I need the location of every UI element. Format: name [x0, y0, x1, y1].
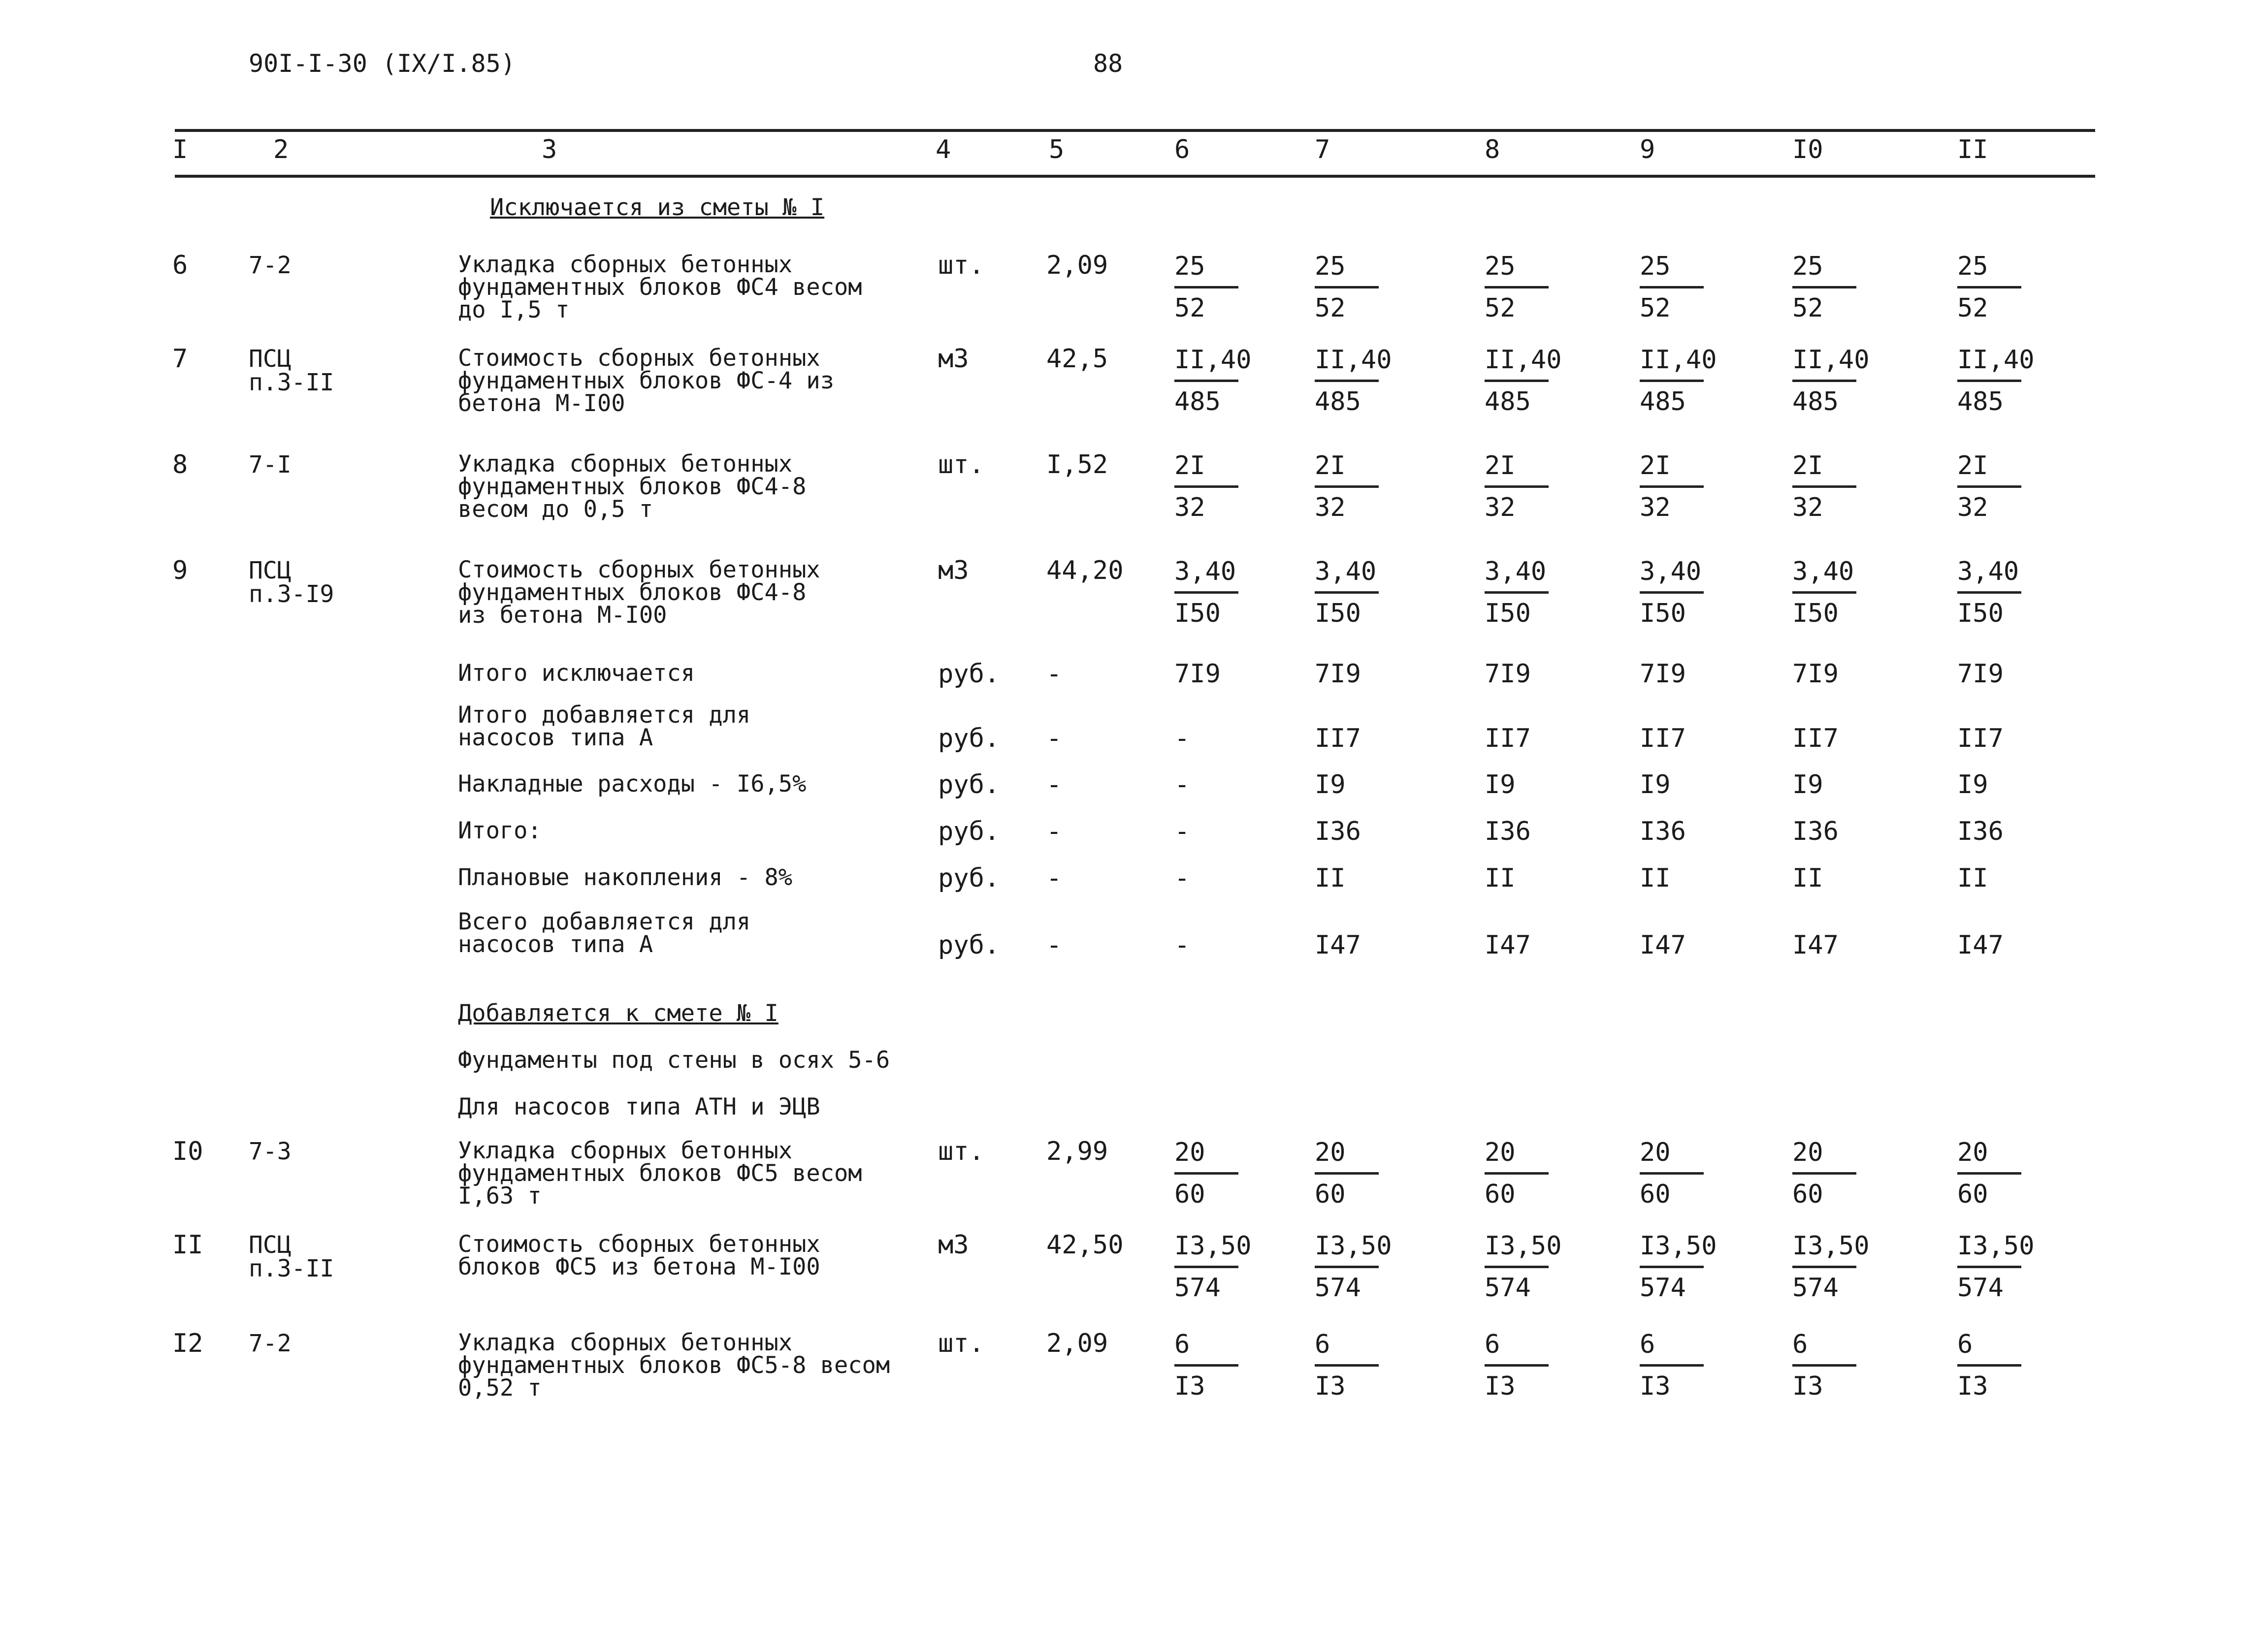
- row-number: II: [172, 1230, 203, 1260]
- fraction-numerator: II,40: [1174, 347, 1238, 382]
- fraction-numerator: 20: [1957, 1140, 2021, 1175]
- value-fraction: [1640, 254, 1704, 321]
- row-number: 6: [172, 251, 188, 280]
- fraction-numerator: 20: [1315, 1140, 1379, 1175]
- summary-value: II7: [1315, 724, 1361, 753]
- table-header-rule: [175, 175, 2095, 178]
- summary-label: Итого:: [458, 817, 542, 844]
- fraction-denominator: 32: [1315, 493, 1346, 522]
- value-fraction: [1640, 453, 1704, 520]
- fraction-denominator: 485: [1485, 387, 1531, 416]
- summary-value: I9: [1792, 770, 1823, 799]
- summary-value: -: [1174, 770, 1190, 799]
- section-added-title: Добавляется к смете № I: [458, 1000, 778, 1027]
- value-fraction: [1174, 254, 1238, 321]
- fraction-numerator: 2I: [1485, 453, 1549, 488]
- fraction-denominator: 485: [1957, 387, 2004, 416]
- fraction-numerator: 20: [1174, 1140, 1238, 1175]
- summary-value: II7: [1792, 724, 1839, 753]
- summary-value: I9: [1315, 770, 1346, 799]
- value-fraction: [1957, 254, 2021, 321]
- row-unit: м3: [938, 1230, 969, 1260]
- summary-unit: руб.: [938, 659, 1000, 689]
- summary-value: I47: [1315, 930, 1361, 960]
- summary-value: I47: [1640, 930, 1686, 960]
- fraction-denominator: 52: [1315, 293, 1346, 323]
- row-code: 7-2: [249, 1330, 292, 1357]
- row-quantity: 2,99: [1046, 1137, 1108, 1166]
- fraction-denominator: 32: [1957, 493, 1988, 522]
- table-top-rule: [175, 129, 2095, 132]
- column-header: 8: [1485, 135, 1500, 164]
- fraction-denominator: 485: [1174, 387, 1221, 416]
- fraction-numerator: 25: [1792, 254, 1856, 288]
- value-fraction: [1485, 345, 1562, 416]
- fraction-numerator: I3,50: [1315, 1233, 1379, 1268]
- fraction-denominator: I3: [1174, 1372, 1205, 1401]
- fraction-denominator: 60: [1315, 1180, 1346, 1209]
- summary-dash: -: [1046, 863, 1062, 893]
- value-fraction: [1315, 1140, 1379, 1207]
- summary-value: I47: [1485, 930, 1531, 960]
- column-header: II: [1957, 135, 1988, 164]
- value-fraction: [1174, 559, 1238, 626]
- fraction-numerator: 6: [1174, 1332, 1238, 1367]
- row-quantity: 42,5: [1046, 344, 1108, 374]
- summary-unit: руб.: [938, 770, 1000, 799]
- fraction-numerator: 2I: [1957, 453, 2021, 488]
- fraction-numerator: I3,50: [1640, 1233, 1704, 1268]
- row-code: ПСЦ п.3-I9: [249, 557, 334, 608]
- fraction-denominator: 60: [1485, 1180, 1516, 1209]
- fraction-numerator: 25: [1640, 254, 1704, 288]
- summary-label: Итого добавляется для насосов типа А: [458, 702, 751, 751]
- fraction-denominator: 485: [1315, 387, 1361, 416]
- fraction-numerator: I3,50: [1792, 1233, 1856, 1268]
- fraction-numerator: 6: [1315, 1332, 1379, 1367]
- value-fraction: [1792, 559, 1856, 626]
- fraction-numerator: I3,50: [1957, 1233, 2021, 1268]
- fraction-numerator: 2I: [1792, 453, 1856, 488]
- fraction-numerator: 2I: [1315, 453, 1379, 488]
- row-unit: м3: [938, 556, 969, 585]
- row-code: ПСЦ п.3-II: [249, 1231, 334, 1282]
- value-fraction: [1792, 345, 1870, 416]
- column-header: 4: [936, 135, 951, 164]
- fraction-numerator: 25: [1174, 254, 1238, 288]
- fraction-denominator: 60: [1957, 1180, 1988, 1209]
- row-unit: шт.: [938, 1137, 984, 1166]
- fraction-denominator: I3: [1957, 1372, 1988, 1401]
- fraction-denominator: 574: [1792, 1273, 1839, 1303]
- row-code: ПСЦ п.3-II: [249, 345, 334, 396]
- value-fraction: [1957, 1231, 2035, 1303]
- fraction-denominator: 485: [1640, 387, 1686, 416]
- value-fraction: [1174, 1332, 1238, 1399]
- summary-label: Плановые накопления - 8%: [458, 864, 793, 891]
- summary-dash: -: [1046, 659, 1062, 689]
- fraction-numerator: 20: [1485, 1140, 1549, 1175]
- value-fraction: [1640, 559, 1704, 626]
- fraction-numerator: 3,40: [1174, 559, 1238, 594]
- fraction-numerator: 6: [1485, 1332, 1549, 1367]
- row-quantity: 44,20: [1046, 556, 1124, 585]
- fraction-denominator: 574: [1485, 1273, 1531, 1303]
- column-header: I0: [1792, 135, 1823, 164]
- row-unit: шт.: [938, 450, 984, 479]
- value-fraction: [1640, 1140, 1704, 1207]
- value-fraction: [1174, 345, 1252, 416]
- fraction-numerator: 3,40: [1315, 559, 1379, 594]
- fraction-denominator: 52: [1792, 293, 1823, 323]
- row-description: Стоимость сборных бетонных блоков ФС5 из бетона М-I00: [458, 1231, 820, 1280]
- fraction-denominator: I3: [1485, 1372, 1516, 1401]
- section-excluded-title: Исключается из сметы № I: [490, 194, 825, 221]
- column-header: 5: [1049, 135, 1065, 164]
- doc-code: 90I-I-30 (IX/I.85): [249, 49, 516, 78]
- value-fraction: [1315, 1231, 1392, 1303]
- fraction-denominator: I50: [1640, 599, 1686, 628]
- summary-value: -: [1174, 930, 1190, 960]
- subsection-title: Фундаменты под стены в осях 5-6: [458, 1047, 890, 1074]
- row-quantity: I,52: [1046, 450, 1108, 479]
- column-header: 6: [1174, 135, 1190, 164]
- row-description: Стоимость сборных бетонных фундаментных блоков ФС-4 из бетона М-I00: [458, 345, 835, 417]
- summary-value: II: [1957, 863, 1988, 893]
- value-fraction: [1640, 1332, 1704, 1399]
- summary-value: -: [1174, 724, 1190, 753]
- row-description: Укладка сборных бетонных фундаментных блоков ФС5 весом I,63 т: [458, 1137, 862, 1210]
- fraction-denominator: 52: [1485, 293, 1516, 323]
- value-fraction: [1792, 1332, 1856, 1399]
- summary-value: I36: [1792, 817, 1839, 846]
- summary-value: 7I9: [1640, 659, 1686, 689]
- summary-label: Итого исключается: [458, 660, 695, 687]
- value-fraction: [1485, 1231, 1562, 1303]
- fraction-denominator: I3: [1640, 1372, 1671, 1401]
- fraction-numerator: 3,40: [1485, 559, 1549, 594]
- fraction-numerator: 25: [1957, 254, 2021, 288]
- summary-value: 7I9: [1174, 659, 1221, 689]
- row-number: I0: [172, 1137, 203, 1166]
- column-header: 2: [273, 135, 289, 164]
- fraction-denominator: 60: [1792, 1180, 1823, 1209]
- value-fraction: [1315, 345, 1392, 416]
- fraction-denominator: 574: [1640, 1273, 1686, 1303]
- row-code: 7-3: [249, 1138, 292, 1165]
- fraction-numerator: 2I: [1174, 453, 1238, 488]
- fraction-numerator: I3,50: [1485, 1233, 1549, 1268]
- summary-value: II: [1792, 863, 1823, 893]
- row-code: 7-I: [249, 451, 292, 479]
- fraction-denominator: I50: [1957, 599, 2004, 628]
- value-fraction: [1792, 1140, 1856, 1207]
- fraction-denominator: 32: [1792, 493, 1823, 522]
- summary-value: 7I9: [1315, 659, 1361, 689]
- summary-unit: руб.: [938, 724, 1000, 753]
- fraction-numerator: II,40: [1640, 347, 1704, 382]
- summary-value: -: [1174, 863, 1190, 893]
- fraction-denominator: 52: [1174, 293, 1205, 323]
- summary-value: I36: [1957, 817, 2004, 846]
- summary-dash: -: [1046, 770, 1062, 799]
- value-fraction: [1957, 453, 2021, 520]
- row-number: 8: [172, 450, 188, 479]
- page-number: 88: [1093, 49, 1123, 78]
- fraction-numerator: 6: [1957, 1332, 2021, 1367]
- value-fraction: [1315, 559, 1379, 626]
- summary-value: 7I9: [1792, 659, 1839, 689]
- fraction-numerator: 25: [1485, 254, 1549, 288]
- column-header: 7: [1315, 135, 1330, 164]
- subsection-title: Для насосов типа АТН и ЭЦВ: [458, 1093, 820, 1120]
- summary-value: 7I9: [1485, 659, 1531, 689]
- fraction-denominator: 32: [1174, 493, 1205, 522]
- row-unit: шт.: [938, 1329, 984, 1358]
- fraction-numerator: I3,50: [1174, 1233, 1238, 1268]
- fraction-denominator: 52: [1957, 293, 1988, 323]
- row-description: Укладка сборных бетонных фундаментных блоков ФС4-8 весом до 0,5 т: [458, 450, 807, 523]
- summary-value: I47: [1792, 930, 1839, 960]
- row-quantity: 42,50: [1046, 1230, 1124, 1260]
- fraction-denominator: 574: [1174, 1273, 1221, 1303]
- summary-dash: -: [1046, 930, 1062, 960]
- fraction-numerator: II,40: [1792, 347, 1856, 382]
- fraction-denominator: 574: [1957, 1273, 2004, 1303]
- fraction-numerator: 3,40: [1792, 559, 1856, 594]
- fraction-numerator: II,40: [1957, 347, 2021, 382]
- row-description: Укладка сборных бетонных фундаментных блоков ФС4 весом до I,5 т: [458, 251, 862, 323]
- summary-value: I47: [1957, 930, 2004, 960]
- fraction-denominator: I50: [1485, 599, 1531, 628]
- summary-value: II: [1485, 863, 1516, 893]
- fraction-denominator: 574: [1315, 1273, 1361, 1303]
- fraction-numerator: 20: [1792, 1140, 1856, 1175]
- fraction-denominator: I3: [1792, 1372, 1823, 1401]
- summary-value: I9: [1640, 770, 1671, 799]
- value-fraction: [1315, 1332, 1379, 1399]
- row-description: Стоимость сборных бетонных фундаментных блоков ФС4-8 из бетона М-I00: [458, 556, 820, 629]
- fraction-denominator: I3: [1315, 1372, 1346, 1401]
- fraction-denominator: 60: [1640, 1180, 1671, 1209]
- summary-dash: -: [1046, 817, 1062, 846]
- summary-value: I9: [1957, 770, 1988, 799]
- summary-value: II: [1640, 863, 1671, 893]
- summary-value: II7: [1640, 724, 1686, 753]
- fraction-numerator: 6: [1792, 1332, 1856, 1367]
- summary-value: -: [1174, 817, 1190, 846]
- column-header: 3: [542, 135, 557, 164]
- summary-value: II7: [1485, 724, 1531, 753]
- value-fraction: [1485, 254, 1549, 321]
- summary-value: I36: [1640, 817, 1686, 846]
- row-number: I2: [172, 1329, 203, 1358]
- summary-unit: руб.: [938, 863, 1000, 893]
- column-header: 9: [1640, 135, 1655, 164]
- value-fraction: [1957, 559, 2021, 626]
- value-fraction: [1957, 345, 2035, 416]
- fraction-denominator: I50: [1315, 599, 1361, 628]
- value-fraction: [1640, 345, 1717, 416]
- value-fraction: [1792, 1231, 1870, 1303]
- value-fraction: [1792, 453, 1856, 520]
- value-fraction: [1485, 1332, 1549, 1399]
- row-description: Укладка сборных бетонных фундаментных блоков ФС5-8 весом 0,52 т: [458, 1329, 890, 1402]
- summary-unit: руб.: [938, 930, 1000, 960]
- row-number: 7: [172, 344, 188, 374]
- summary-dash: -: [1046, 724, 1062, 753]
- summary-unit: руб.: [938, 817, 1000, 846]
- fraction-numerator: 6: [1640, 1332, 1704, 1367]
- fraction-numerator: 20: [1640, 1140, 1704, 1175]
- summary-value: 7I9: [1957, 659, 2004, 689]
- row-number: 9: [172, 556, 188, 585]
- value-fraction: [1485, 559, 1549, 626]
- fraction-denominator: 60: [1174, 1180, 1205, 1209]
- summary-label: Накладные расходы - I6,5%: [458, 770, 807, 798]
- value-fraction: [1792, 254, 1856, 321]
- value-fraction: [1640, 1231, 1717, 1303]
- fraction-denominator: 485: [1792, 387, 1839, 416]
- column-header: I: [172, 135, 188, 164]
- row-quantity: 2,09: [1046, 1329, 1108, 1358]
- summary-value: II: [1315, 863, 1346, 893]
- fraction-numerator: 2I: [1640, 453, 1704, 488]
- fraction-numerator: II,40: [1485, 347, 1549, 382]
- fraction-denominator: I50: [1174, 599, 1221, 628]
- fraction-numerator: 25: [1315, 254, 1379, 288]
- value-fraction: [1174, 453, 1238, 520]
- summary-value: I36: [1485, 817, 1531, 846]
- summary-value: II7: [1957, 724, 2004, 753]
- value-fraction: [1174, 1231, 1252, 1303]
- fraction-numerator: 3,40: [1640, 559, 1704, 594]
- row-unit: м3: [938, 344, 969, 374]
- value-fraction: [1485, 453, 1549, 520]
- summary-label: Всего добавляется для насосов типа А: [458, 908, 751, 958]
- fraction-denominator: 32: [1640, 493, 1671, 522]
- value-fraction: [1315, 254, 1379, 321]
- row-code: 7-2: [249, 252, 292, 279]
- value-fraction: [1957, 1332, 2021, 1399]
- row-unit: шт.: [938, 251, 984, 280]
- fraction-denominator: 32: [1485, 493, 1516, 522]
- fraction-numerator: 3,40: [1957, 559, 2021, 594]
- value-fraction: [1957, 1140, 2021, 1207]
- fraction-denominator: I50: [1792, 599, 1839, 628]
- fraction-numerator: II,40: [1315, 347, 1379, 382]
- summary-value: I36: [1315, 817, 1361, 846]
- row-quantity: 2,09: [1046, 251, 1108, 280]
- summary-value: I9: [1485, 770, 1516, 799]
- value-fraction: [1315, 453, 1379, 520]
- value-fraction: [1174, 1140, 1238, 1207]
- value-fraction: [1485, 1140, 1549, 1207]
- fraction-denominator: 52: [1640, 293, 1671, 323]
